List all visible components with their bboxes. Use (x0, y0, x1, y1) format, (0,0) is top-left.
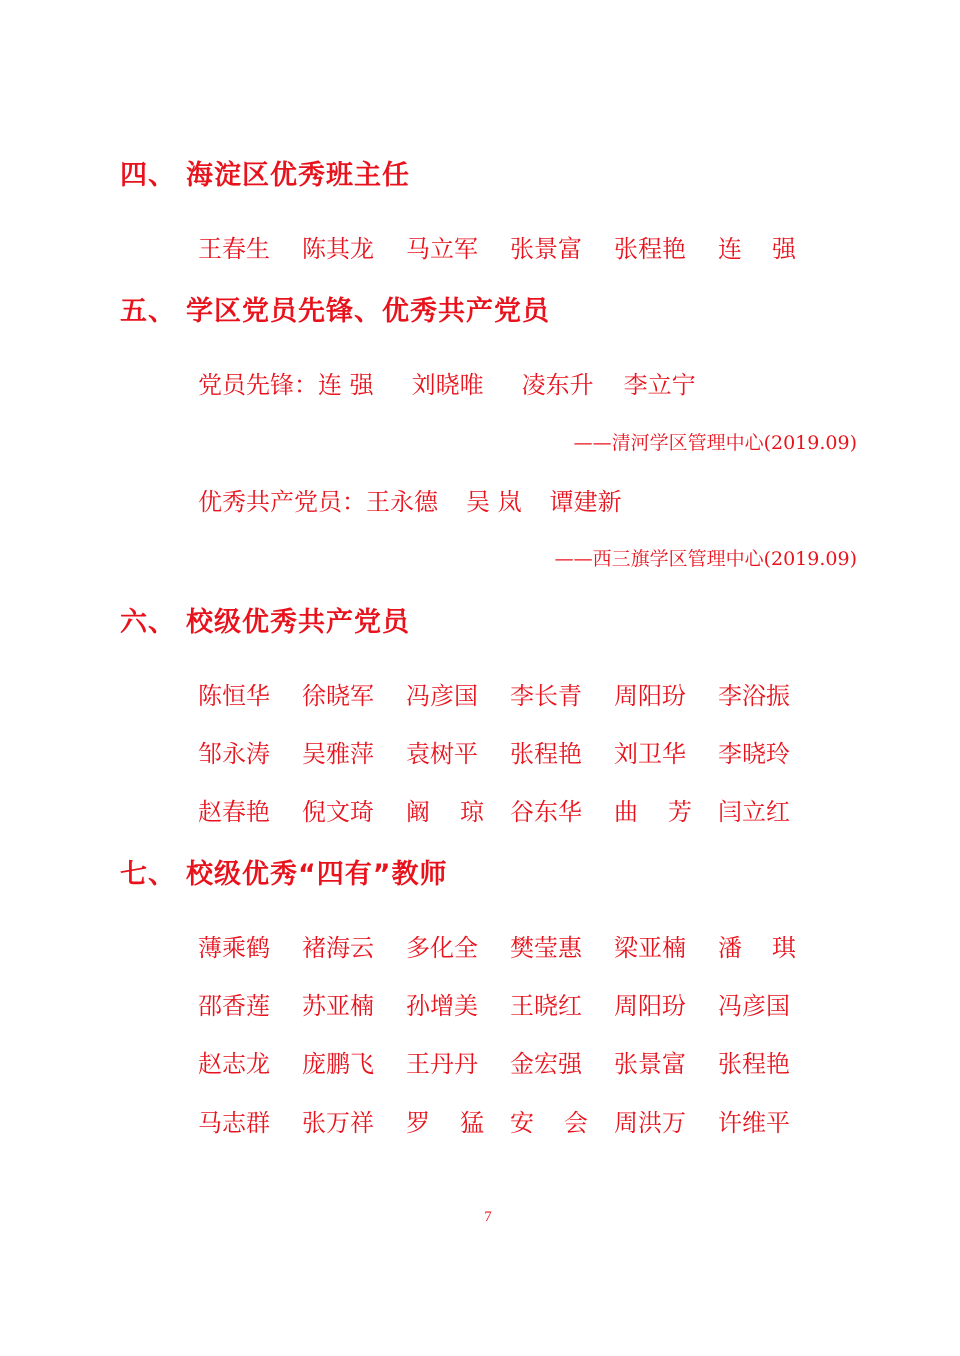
person-name: 连 强 (718, 235, 796, 263)
person-name: 闫立红 (718, 798, 790, 826)
section-heading-6 (120, 606, 410, 640)
person-name: 赵志龙 (198, 1050, 270, 1078)
person-name: 张程艳 (614, 235, 686, 263)
section-number: 四、 (120, 160, 176, 191)
person-name: 刘晓唯 (411, 371, 484, 399)
section-number: 五、 (120, 296, 176, 327)
person-name: 赵春艳 (198, 798, 270, 826)
section-number: 七、 (120, 859, 176, 890)
section-heading-7 (120, 858, 448, 892)
person-name: 潘 琪 (718, 934, 796, 962)
person-name: 倪文琦 (302, 798, 374, 826)
source-note: ——西三旗学区管理中心(2019.09) (554, 548, 857, 570)
person-name: 苏亚楠 (302, 992, 374, 1020)
person-name: 金宏强 (510, 1050, 582, 1078)
section-number: 六、 (120, 607, 176, 638)
person-name: 吴 岚 (466, 488, 522, 516)
person-name: 安 会 (510, 1109, 588, 1137)
person-name: 薄乘鹤 (198, 934, 270, 962)
person-name: 冯彦国 (718, 992, 790, 1020)
person-name: 张景富 (510, 235, 582, 263)
person-name: 庞鹏飞 (302, 1050, 374, 1078)
person-name: 刘卫华 (614, 740, 686, 768)
person-name: 李晓玲 (718, 740, 790, 768)
person-name: 多化全 (406, 934, 478, 962)
person-name: 许维平 (718, 1109, 790, 1137)
person-name: 周阳玢 (614, 682, 686, 710)
page-number: 7 (484, 1209, 492, 1225)
award-line (198, 485, 622, 519)
person-name: 褚海云 (302, 934, 374, 962)
section-heading-5 (120, 295, 550, 329)
person-name: 连 强 (318, 371, 374, 399)
person-name: 李长青 (510, 682, 582, 710)
person-name: 张景富 (614, 1050, 686, 1078)
person-name: 马立军 (406, 235, 478, 263)
person-name: 曲 芳 (614, 798, 692, 826)
person-name: 张程艳 (510, 740, 582, 768)
person-name: 邵香莲 (198, 992, 270, 1020)
person-name: 罗 猛 (406, 1109, 484, 1137)
person-name: 孙增美 (406, 992, 478, 1020)
person-name: 冯彦国 (406, 682, 478, 710)
person-name: 周洪万 (614, 1109, 686, 1137)
person-name: 袁树平 (406, 740, 478, 768)
person-name: 徐晓军 (302, 682, 374, 710)
person-name: 谭建新 (549, 488, 622, 516)
person-name: 李浴振 (718, 682, 790, 710)
person-name: 王春生 (198, 235, 270, 263)
person-name: 樊莹惠 (510, 934, 582, 962)
person-name: 梁亚楠 (614, 934, 686, 962)
person-name: 周阳玢 (614, 992, 686, 1020)
source-note: ——清河学区管理中心(2019.09) (573, 432, 857, 454)
section-title: 学区党员先锋、优秀共产党员 (186, 296, 550, 327)
person-name: 凌东升 (521, 371, 594, 399)
award-label: 党员先锋： (198, 371, 318, 399)
section-title: 校级优秀共产党员 (186, 607, 410, 638)
person-name: 张万祥 (302, 1109, 374, 1137)
person-name: 李立宁 (623, 371, 696, 399)
section-title: 校级优秀“四有”教师 (186, 859, 448, 890)
section-heading-4 (120, 159, 410, 193)
person-name: 王晓红 (510, 992, 582, 1020)
person-name: 马志群 (198, 1109, 270, 1137)
section-title: 海淀区优秀班主任 (186, 160, 410, 191)
person-name: 王丹丹 (406, 1050, 478, 1078)
person-name: 谷东华 (510, 798, 582, 826)
award-label: 优秀共产党员： (198, 488, 366, 516)
person-name: 张程艳 (718, 1050, 790, 1078)
person-name: 陈恒华 (198, 682, 270, 710)
person-name: 陈其龙 (302, 235, 374, 263)
person-name: 王永德 (366, 488, 438, 516)
person-name: 阚 琼 (406, 798, 484, 826)
person-name: 邹永涛 (198, 740, 270, 768)
award-line (198, 368, 696, 402)
person-name: 吴雅萍 (302, 740, 374, 768)
